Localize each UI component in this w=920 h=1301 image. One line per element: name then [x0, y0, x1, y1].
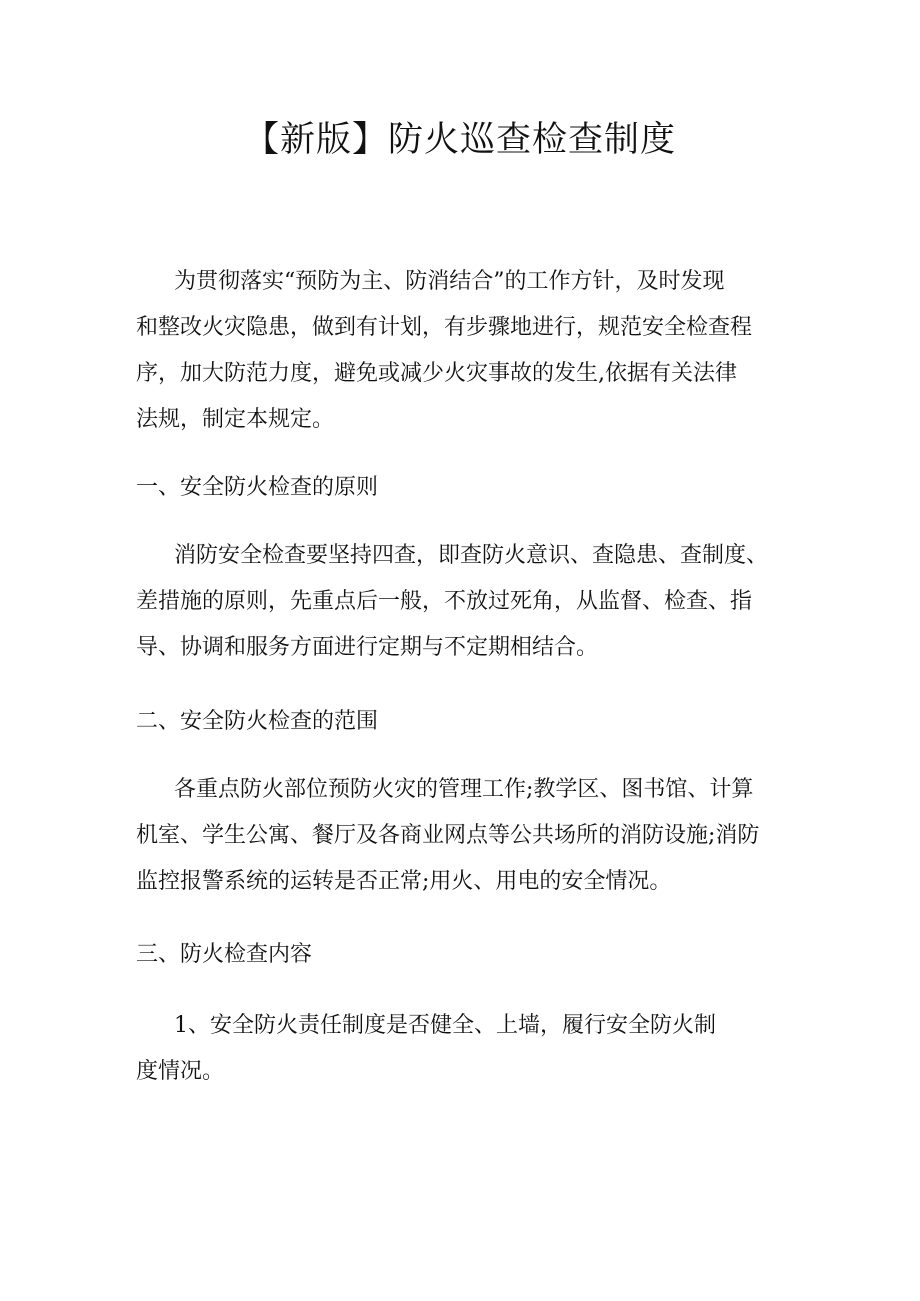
paragraph-line: 差措施的原则，先重点后一般，不放过死角，从监督、检查、指 — [136, 589, 753, 614]
paragraph-line: 1、安全防火责任制度是否健全、上墙，履行安全防火制 — [174, 1013, 716, 1038]
paragraph-line: 监控报警系统的运转是否正常;用火、用电的安全情况。 — [136, 869, 672, 894]
section-heading: 二、安全防火检查的范围 — [136, 709, 379, 734]
section-2-heading-block — [136, 702, 816, 742]
paragraph-line: 机室、学生公寓、餐厅及各商业网点等公共场所的消防设施;消防 — [136, 823, 760, 848]
paragraph-line: 导、协调和服务方面进行定期与不定期相结合。 — [136, 635, 599, 660]
section-1-paragraph — [136, 533, 816, 671]
section-3-paragraph — [136, 1003, 816, 1095]
paragraph-line: 各重点防火部位预防火灾的管理工作;教学区、图书馆、计算 — [174, 777, 754, 802]
paragraph-line: 为贯彻落实“预防为主、防消结合”的工作方针，及时发现 — [174, 269, 725, 294]
document-title: 【新版】防火巡查检查制度 — [243, 120, 676, 160]
section-heading: 一、安全防火检查的原则 — [136, 475, 379, 500]
paragraph-line: 法规，制定本规定。 — [136, 407, 335, 432]
section-heading: 三、防火检查内容 — [136, 942, 313, 967]
paragraph-line: 和整改火灾隐患，做到有计划，有步骤地进行，规范安全检查程 — [136, 315, 753, 340]
paragraph-line: 序，加大防范力度，避免或减少火灾事故的发生,依据有关法律 — [136, 361, 737, 386]
section-1-heading-block — [136, 468, 816, 508]
intro-paragraph — [136, 259, 816, 443]
section-2-paragraph — [136, 767, 816, 905]
section-3-heading-block — [136, 935, 816, 975]
paragraph-line: 度情况。 — [136, 1059, 225, 1084]
paragraph-line: 消防安全检查要坚持四查，即查防火意识、查隐患、查制度、 — [174, 543, 769, 568]
